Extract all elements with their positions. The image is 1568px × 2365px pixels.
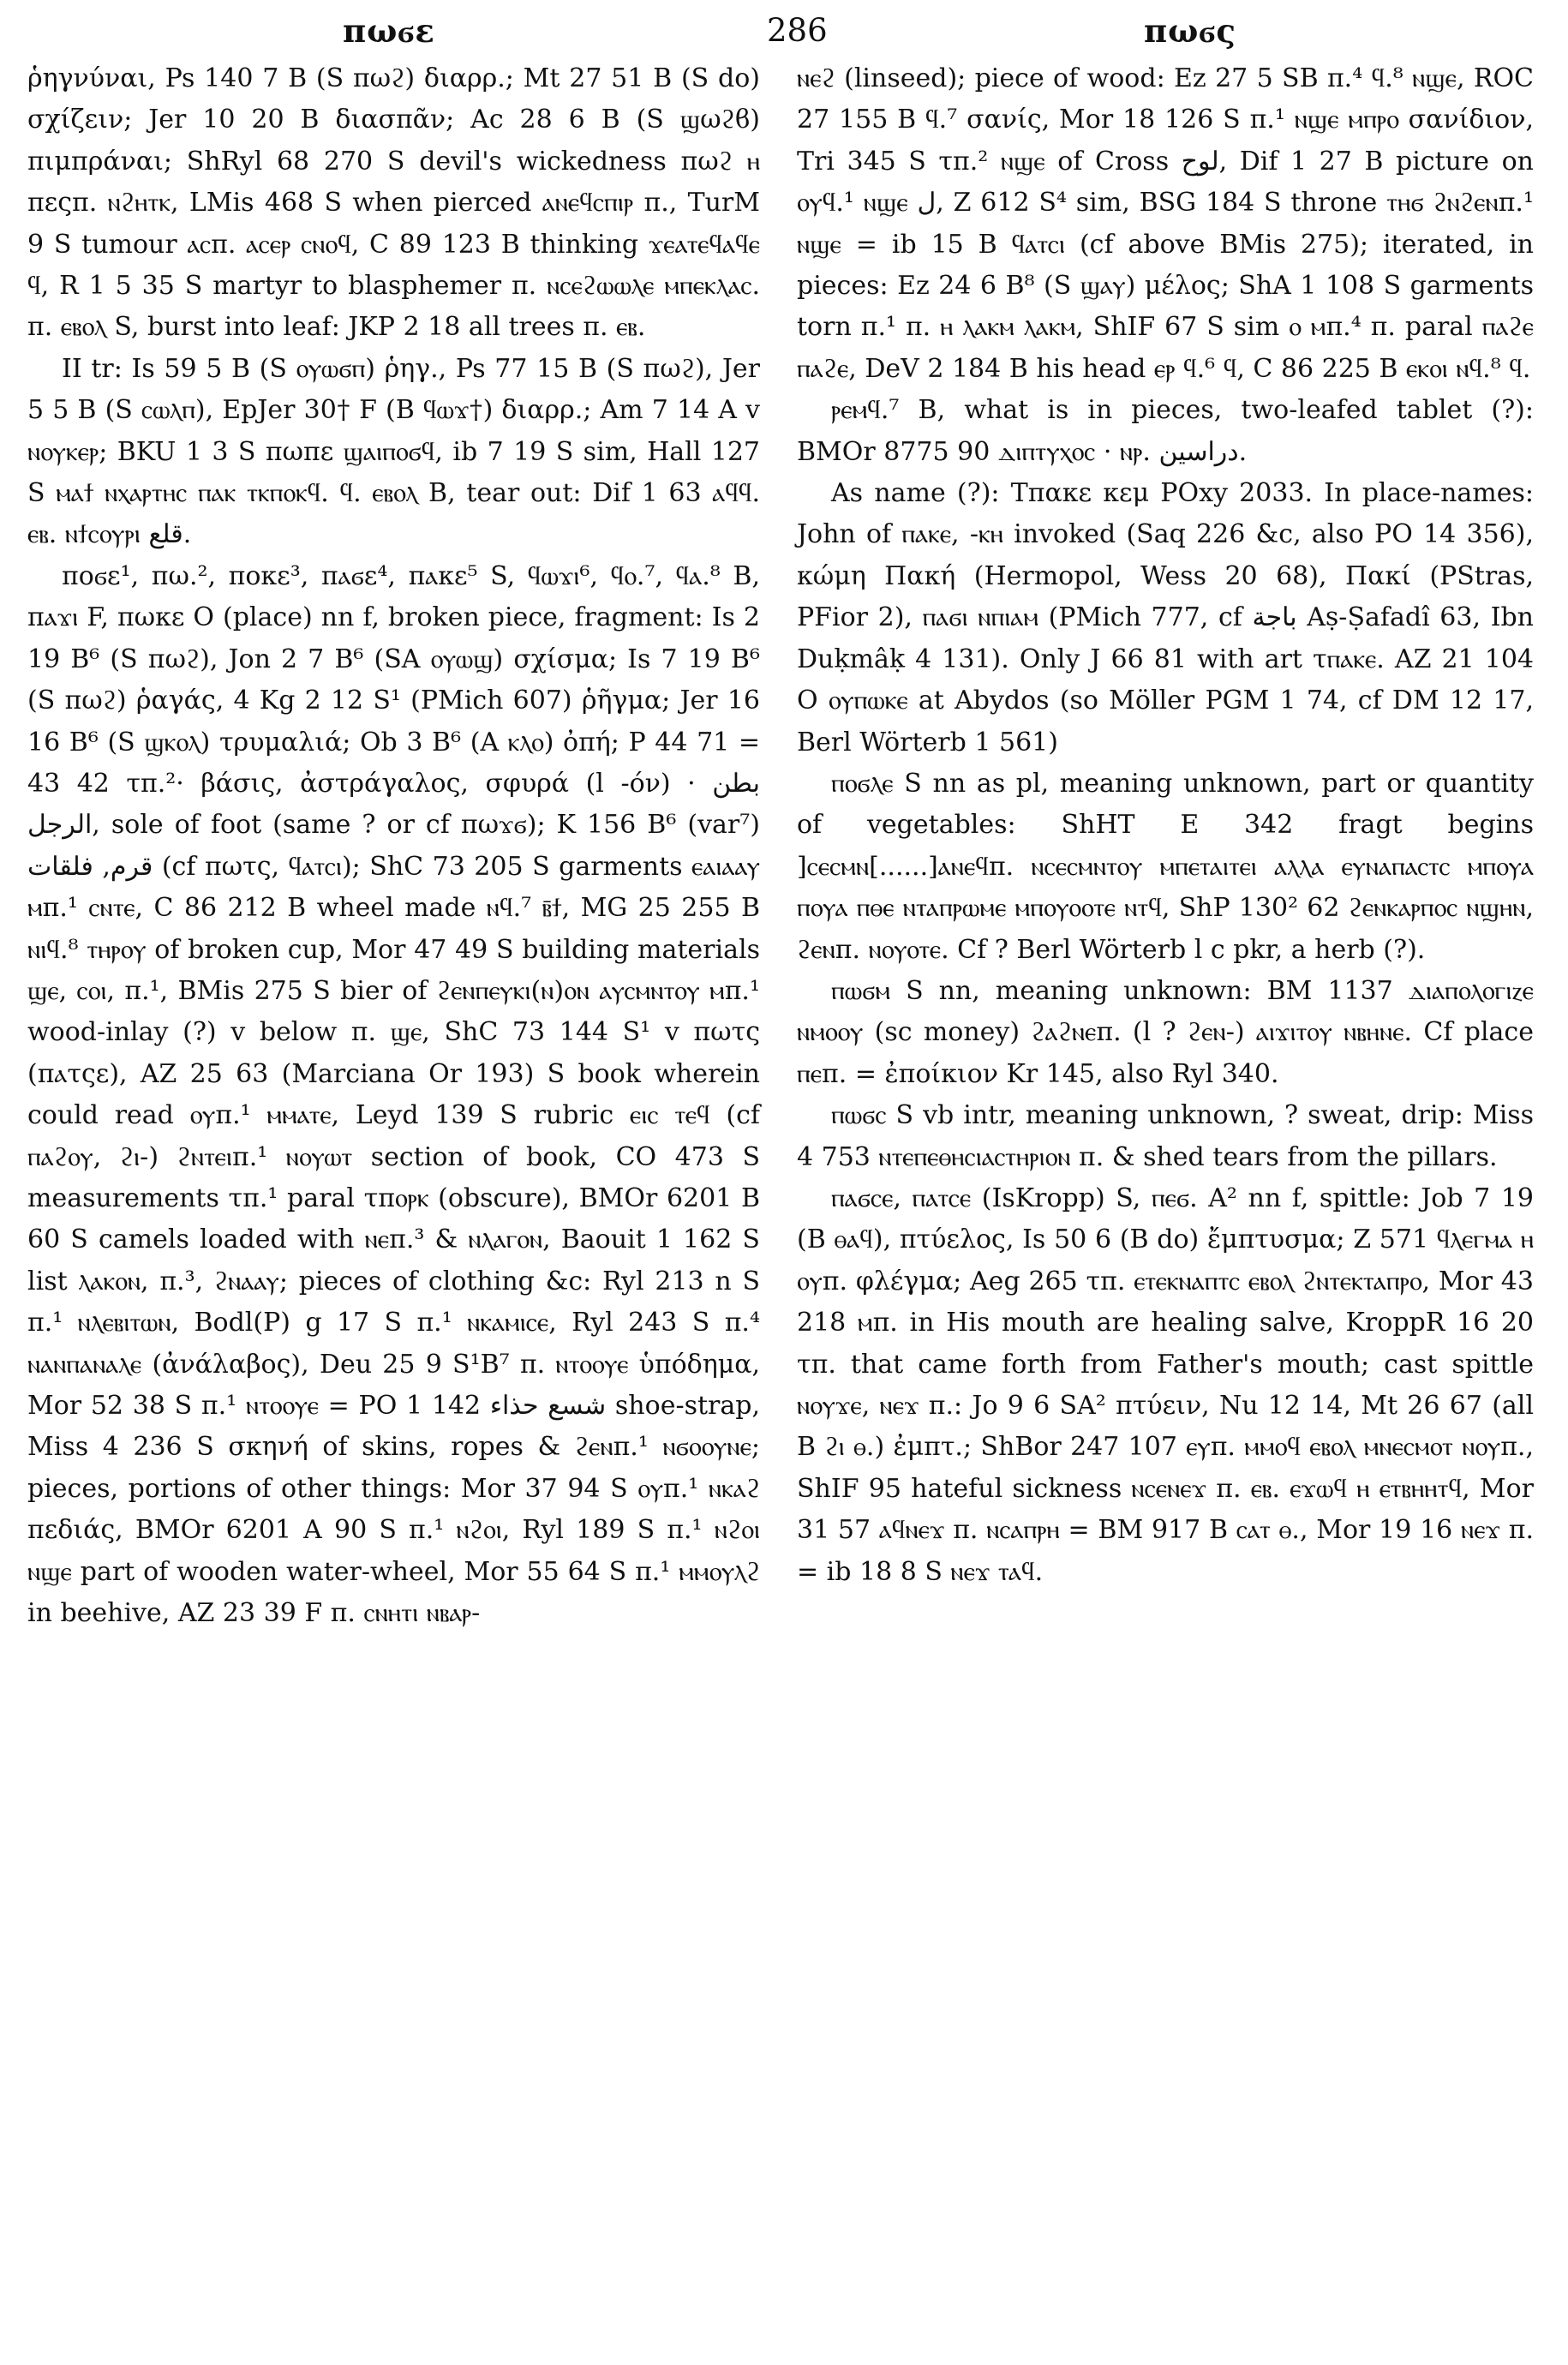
page-header xyxy=(26,12,1542,57)
page-number: 286 xyxy=(767,12,828,49)
dictionary-entry: ⲡⲁϭⲥⲉ, ⲡⲁⲧⲥⲉ (IsKropp) S, ⲡⲉϭ. A² nn f, spittle: Job 7 19 (B ⲑⲁϥ), πτύελος, Is 50 6 (B do) ἔμπτυσμα; Z 571 ϥⲗⲉⲅⲙⲁ ⲏ ⲟⲩπ. φλέγμα; Aeg 265 τπ. ⲉⲧⲉⲕⲛⲁⲡⲧⲥ ⲉⲃⲟⲗ ϩⲛⲧⲉⲕⲧⲁⲡⲣⲟ, Mor 43 218 ⲙπ. in His mouth are healing salve, KroppR 16 20 τπ. that came forth from Father's mouth; cast spittle ⲛⲟⲩϫⲉ, ⲛⲉϫ π.: Jo 9 6 SA² πτύειν, Nu 12 14, Mt 26 67 (all B ϩⲓ ⲑ.) ἐμπτ.; ShBor 247 107 ⲉⲩπ. ⲙⲙⲟϥ ⲉⲃⲟⲗ ⲙⲛⲉⲥⲙⲟⲧ ⲛⲟⲩπ., ShIF 95 hateful sickness ⲛⲥⲉⲛⲉϫ π. ⲉⲃ. ⲉϫⲱϥ ⲏ ⲉⲧⲃⲏⲏⲧϥ, Mor 31 57 ⲁϥⲛⲉϫ π. ⲛⲥⲁⲡⲣⲏ = BM 917 B ⲥⲁⲧ ⲑ., Mor 19 16 ⲛⲉϫ π. = ib 18 8 S ⲛⲉϫ ⲧⲁϥ. xyxy=(797,1182,1534,1587)
right-column xyxy=(797,58,1534,1593)
paragraph: II tr: Is 59 5 B (S ⲟⲩⲱϭⲡ) ῥηγ., Ps 77 15 B (S πωϩ), Jer 5 5 B (S ⲥⲱⲗⲡ), EpJer 30† F (B ϥⲱϫ†) διαρρ.; Am 7 14 A v ⲛⲟⲩⲕⲉⲣ; BKU 1 3 S πωπε ϣⲁⲓⲡⲟϭϥ, ib 7 19 S sim, Hall 127 S ⲙⲁϯ ⲛⲭⲁⲣⲧⲏⲥ ⲡⲁⲕ ⲧⲕⲡⲟⲕϥ. ϥ. ⲉⲃⲟⲗ B, tear out: Dif 1 63 ⲁϥϥ. ⲉⲃ. ⲛϯⲥⲟⲩⲣⲓ قلع. xyxy=(27,353,760,550)
paragraph: ῥηγνύναι, Ps 140 7 B (S πωϩ) διαρρ.; Mt 27 51 B (S do) σχίζειν; Jer 10 20 B διασπᾶν; Ac 28 6 B (S ϣωϩϐ) πιμπράναι; ShRyl 68 270 S devil's wickedness πωϩ ⲏ πεςπ. ⲛϩⲏⲧⲕ, LMis 468 S when pierced ⲁⲛⲉϥⲥⲡⲓⲣ π., TurM 9 S tumour ⲁⲥπ. ⲁⲥⲉⲣ ⲥⲛⲟϥ, C 89 123 B thinking ϫⲉⲁⲧⲉϥⲁϥⲉ ϥ, R 1 5 35 S martyr to blasphemer π. ⲛⲥⲉϩⲱⲱⲗⲉ ⲙⲡⲉⲕⲗⲁⲥ. π. ⲉⲃⲟⲗ S, burst into leaf: JKP 2 18 all trees π. ⲉⲃ. xyxy=(27,63,760,343)
left-column xyxy=(27,58,760,1634)
running-head-left: πωϭε xyxy=(343,12,435,50)
running-head-right: πωϭς xyxy=(1144,12,1236,50)
dictionary-entry: ⲡⲟϭⲗⲉ S nn as pl, meaning unknown, part or quantity of vegetables: ShHT E 342 fragt begins ]ⲥⲉⲥⲙⲛ[......]ⲁⲛⲉϥπ. ⲛⲥⲉⲥⲙⲛⲧⲟⲩ ⲙⲡⲉⲧⲁⲓⲧⲉⲓ ⲁⲗⲗⲁ ⲉⲩⲛⲁⲡⲁⲥⲧⲥ ⲙⲡⲟⲩⲁ ⲡⲟⲩⲁ ⲡⲑⲉ ⲛⲧⲁⲡⲣⲱⲙⲉ ⲙⲡⲟⲩⲟⲟⲧⲉ ⲛⲧϥ, ShP 130² 62 ϩⲉⲛⲕⲁⲣⲡⲟⲥ ⲛϣⲏⲛ, ϩⲉⲛπ. ⲛⲟⲩⲟⲧⲉ. Cf ? Berl Wörterb l c pkr, a herb (?). xyxy=(797,768,1534,965)
paragraph: ⲣⲉⲙϥ.⁷ B, what is in pieces, two-leafed tablet (?): BMOr 8775 90 ⲇⲓⲡⲧⲩⲭⲟⲥ · ⲛⲣ. دراسين. xyxy=(797,395,1534,467)
paragraph: ⲛⲉϩ (linseed); piece of wood: Ez 27 5 SB π.⁴ ϥ.⁸ ⲛϣⲉ, ROC 27 155 B ϥ.⁷ σανίς, Mor 18 126 S π.¹ ⲛϣⲉ ⲙⲡⲣⲟ σανίδιον, Tri 345 S τπ.² ⲛϣⲉ of Cross لوح, Dif 1 27 B picture on ⲟⲩϥ.¹ ⲛϣⲉ ل, Z 612 S⁴ sim, BSG 184 S throne ⲧⲏϭ ϩⲛϩⲉⲛπ.¹ ⲛϣⲉ = ib 15 B ϥⲁⲧⲥⲓ (cf above BMis 275); iterated, in pieces: Ez 24 6 B⁸ (S ϣⲁⲩ) μέλος; ShA 1 108 S garments torn π.¹ π. ⲏ ⲗⲁⲕⲙ ⲗⲁⲕⲙ, ShIF 67 S sim ⲟ ⲙπ.⁴ π. paral ⲡⲁϩⲉ ⲡⲁϩⲉ, DeV 2 184 B his head ⲉⲣ ϥ.⁶ ϥ, C 86 225 B ⲉⲕⲟⲓ ⲛϥ.⁸ ϥ. xyxy=(797,63,1534,384)
paragraph: As name (?): Τπακε κεμ POxy 2033. In place-names: John of ⲡⲁⲕⲉ, -ⲕⲏ invoked (Saq 226 &c, also PO 14 356), κώμη Πακή (Hermopol, Wess 20 68), Πακί (PStras, PFior 2), ⲡⲁϭⲓ ⲛⲡⲓⲁⲙ (PMich 777, cf باجة Aṣ-Ṣafadî 63, Ibn Duḳmâḳ 4 131). Only J 66 81 with art τⲡⲁⲕⲉ. AZ 21 104 O ⲟⲩⲡⲱⲕⲉ at Abydos (so Möller PGM 1 74, cf DM 12 17, Berl Wörterb 1 561) xyxy=(797,478,1534,757)
paragraph: ποϭε¹, πω.², ποκε³, πⲁϭε⁴, πⲁκε⁵ S, ϥⲱϫⲓ⁶, ϥⲟ.⁷, ϥⲁ.⁸ B, πⲁϫⲓ F, πωκε O (place) nn f, broken piece, fragment: Is 2 19 B⁶ (S πωϩ), Jon 2 7 B⁶ (SA ⲟⲩⲱϣ) σχίσμα; Is 7 19 B⁶ (S πωϩ) ῥαγάς, 4 Kg 2 12 S¹ (PMich 607) ῥῆγμα; Jer 16 16 B⁶ (S ϣⲕⲟⲗ) τρυμαλιά; Ob 3 B⁶ (A ⲕⲗⲟ) ὀπή; P 44 71 = 43 42 τπ.²· βάσις, ἀστράγαλος, σφυρά (l -όν) · بطن الرجل, sole of foot (same ? or cf πωϫϭ); K 156 B⁶ (var⁷) قرم, فلقات (cf πωτς, ϥⲁⲧⲥⲓ); ShC 73 205 S garments ⲉⲁⲓⲁⲁⲩ ⲙπ.¹ ⲥⲛⲧⲉ, C 86 212 B wheel made ⲛϥ.⁷ ⲃ̄ϯ, MG 25 255 B ⲛⲓϥ.⁸ ⲧⲏⲣⲟⲩ of broken cup, Mor 47 49 S building materials ϣⲉ, ⲥⲟⲓ, π.¹, BMis 275 S bier of ϩⲉⲛⲡⲉⲩⲕⲓ(ⲛ)ⲟⲛ ⲁⲩⲥⲙⲛⲧⲟⲩ ⲙπ.¹ wood-inlay (?) v below π. ϣⲉ, ShC 73 144 S¹ v πωτς (πⲁτςε), AZ 25 63 (Marciana Or 193) S book wherein could read ⲟⲩπ.¹ ⲙⲙⲁⲧⲉ, Leyd 139 S rubric ⲉⲓⲥ ⲧⲉϥ (cf ⲡⲁϩⲟⲩ, ϩⲓ-) ϩⲛⲧⲉⲓπ.¹ ⲛⲟⲩⲱⲧ section of book, CO 473 S measurements τπ.¹ paral τπⲟⲣⲕ (obscure), BMOr 6201 B 60 S camels loaded with ⲛⲉπ.³ & ⲛⲗⲁⲅⲟⲛ, Baouit 1 162 S list ⲗⲁⲕⲟⲛ, π.³, ϩⲛⲁⲁⲩ; pieces of clothing &c: Ryl 213 n S π.¹ ⲛⲗⲉⲃⲓⲧⲱⲛ, Bodl(P) g 17 S π.¹ ⲛⲕⲁⲙⲓⲥⲉ, Ryl 243 S π.⁴ ⲛⲁⲛⲡⲁⲛⲁⲗⲉ (ἀνάλαβος), Deu 25 9 S¹B⁷ π. ⲛⲧⲟⲟⲩⲉ ὑπόδημα, Mor 52 38 S π.¹ ⲛⲧⲟⲟⲩⲉ = PO 1 142 شسع حذاء shoe-strap, Miss 4 236 S σκηνή of skins, ropes & ϩⲉⲛπ.¹ ⲛϭⲟⲟⲩⲛⲉ; pieces, portions of other things: Mor 37 94 S ⲟⲩπ.¹ ⲛⲕⲁϩ πεδιάς, BMOr 6201 A 90 S π.¹ ⲛϩⲟⲓ, Ryl 189 S π.¹ ⲛϩⲟⲓ ⲛϣⲉ part of wooden water-wheel, Mor 55 64 S π.¹ ⲙⲙⲟⲩⲗϩ in beehive, AZ 23 39 F π. ⲥⲛⲏⲧⲓ ⲛⲃⲁⲣ- xyxy=(27,560,761,1629)
dictionary-entry: ⲡⲱϭⲥ S vb intr, meaning unknown, ? sweat, drip: Miss 4 753 ⲛⲧⲉⲡⲉⲑⲏⲥⲓⲁⲥⲧⲏⲣⲓⲟⲛ π. & shed tears from the pillars. xyxy=(797,1100,1534,1172)
dictionary-entry: ⲡⲱϭⲙ S nn, meaning unknown: BM 1137 ⲇⲓⲁⲡⲟⲗⲟⲅⲓⲍⲉ ⲛⲙⲟⲟⲩ (sc money) ϩⲁϩⲛⲉπ. (l ? ϩⲉⲛ-) ⲁⲓϫⲓⲧⲟⲩ ⲛⲃⲏⲛⲉ. Cf place ⲡⲉπ. = ἐποίκιον Kr 145, also Ryl 340. xyxy=(797,975,1534,1089)
